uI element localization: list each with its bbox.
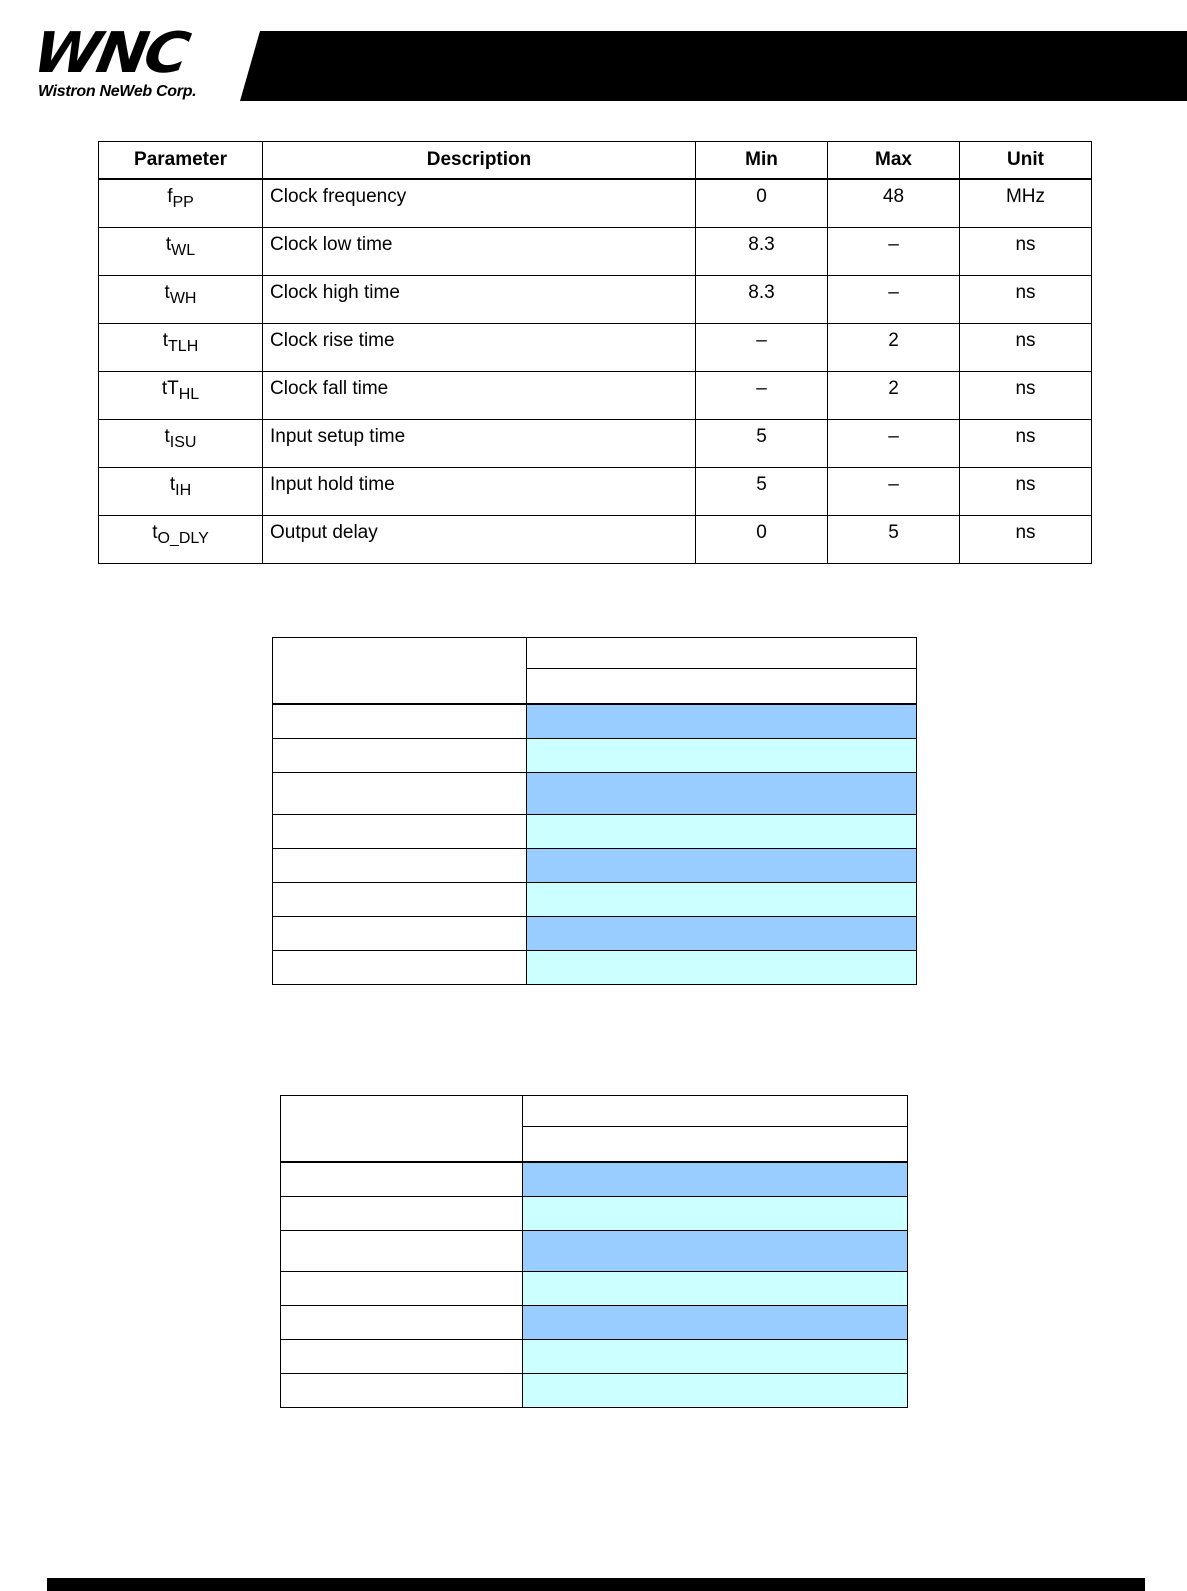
table-row (99, 420, 1092, 468)
table-row (273, 815, 917, 849)
col-header-unit: Unit (960, 142, 1092, 180)
description-cell: Clock frequency (263, 179, 696, 228)
unit-cell: ns (960, 228, 1092, 276)
label-cell (281, 1197, 523, 1231)
value-cell (523, 1340, 908, 1374)
param-cell: $t_{WL}$ (99, 228, 263, 276)
table-row (99, 179, 1092, 228)
min-cell: 0 (696, 516, 828, 564)
max-cell: – (828, 468, 960, 516)
min-cell: – (696, 372, 828, 420)
label-cell (281, 1162, 523, 1197)
param-cell: $t_{WH}$ (99, 276, 263, 324)
col-header-parameter: Parameter (99, 142, 263, 180)
table-row (281, 1374, 908, 1408)
label-cell (273, 704, 527, 739)
company-name: Wistron NeWeb Corp. (38, 83, 197, 100)
label-cell (281, 1374, 523, 1408)
value-cell (527, 704, 917, 739)
value-cell (527, 951, 917, 985)
table-row (281, 1197, 908, 1231)
header-cell (527, 669, 917, 704)
param-cell: $t_{TLH}$ (99, 324, 263, 372)
min-cell: – (696, 324, 828, 372)
value-cell (523, 1231, 908, 1272)
label-cell (273, 917, 527, 951)
table-row (273, 951, 917, 985)
min-cell: 5 (696, 468, 828, 516)
table-header-row (273, 638, 917, 669)
table-row (273, 849, 917, 883)
table-header-row (99, 142, 1092, 180)
header-cell (523, 1127, 908, 1162)
description-cell: Input hold time (263, 468, 696, 516)
unit-cell: MHz (960, 179, 1092, 228)
header-cell (281, 1096, 523, 1162)
max-cell: – (828, 276, 960, 324)
param-cell: $f_{PP}$ (99, 179, 263, 228)
table-row (99, 228, 1092, 276)
description-cell: Clock high time (263, 276, 696, 324)
unit-cell: ns (960, 420, 1092, 468)
label-cell (281, 1272, 523, 1306)
blank-color-table-2 (280, 1095, 908, 1408)
max-cell: 5 (828, 516, 960, 564)
table-row (99, 516, 1092, 564)
table-row (281, 1340, 908, 1374)
value-cell (527, 815, 917, 849)
col-header-max: Max (828, 142, 960, 180)
value-cell (527, 773, 917, 815)
label-cell (273, 773, 527, 815)
unit-cell: ns (960, 276, 1092, 324)
description-cell: Input setup time (263, 420, 696, 468)
header-bar (240, 31, 1187, 101)
blank-color-table-1 (272, 637, 917, 985)
unit-cell: ns (960, 516, 1092, 564)
param-cell: $tT_{HL}$ (99, 372, 263, 420)
header-cell (523, 1096, 908, 1127)
label-cell (273, 739, 527, 773)
max-cell: 2 (828, 324, 960, 372)
value-cell (527, 883, 917, 917)
value-cell (527, 849, 917, 883)
table-row (99, 276, 1092, 324)
label-cell (273, 883, 527, 917)
unit-cell: ns (960, 324, 1092, 372)
table-row (273, 917, 917, 951)
table-row (273, 704, 917, 739)
col-header-min: Min (696, 142, 828, 180)
description-cell: Clock fall time (263, 372, 696, 420)
max-cell: 48 (828, 179, 960, 228)
max-cell: 2 (828, 372, 960, 420)
table-row (273, 739, 917, 773)
min-cell: 5 (696, 420, 828, 468)
label-cell (273, 951, 527, 985)
table-row (281, 1272, 908, 1306)
footer-bar (47, 1578, 1145, 1591)
table-header-row (281, 1096, 908, 1127)
value-cell (523, 1162, 908, 1197)
param-cell: $t_{ISU}$ (99, 420, 263, 468)
description-cell: Output delay (263, 516, 696, 564)
unit-cell: ns (960, 372, 1092, 420)
header-bar-shape (240, 31, 1187, 101)
table-row (273, 883, 917, 917)
param-cell: $t_{O\_DLY}$ (99, 516, 263, 564)
label-cell (273, 815, 527, 849)
value-cell (523, 1272, 908, 1306)
min-cell: 8.3 (696, 228, 828, 276)
label-cell (273, 849, 527, 883)
logo-mark: WNC (28, 21, 192, 86)
header-cell (527, 638, 917, 669)
description-cell: Clock low time (263, 228, 696, 276)
unit-cell: ns (960, 468, 1092, 516)
value-cell (527, 739, 917, 773)
label-cell (281, 1340, 523, 1374)
table-row (281, 1306, 908, 1340)
label-cell (281, 1306, 523, 1340)
table-row (99, 372, 1092, 420)
table-row (281, 1162, 908, 1197)
max-cell: – (828, 420, 960, 468)
table-row (99, 324, 1092, 372)
value-cell (523, 1374, 908, 1408)
max-cell: – (828, 228, 960, 276)
table-row (99, 468, 1092, 516)
value-cell (523, 1197, 908, 1231)
col-header-description: Description (263, 142, 696, 180)
value-cell (523, 1306, 908, 1340)
param-cell: $t_{IH}$ (99, 468, 263, 516)
description-cell: Clock rise time (263, 324, 696, 372)
table-row (273, 773, 917, 815)
min-cell: 0 (696, 179, 828, 228)
wnc-logo (28, 21, 238, 102)
min-cell: 8.3 (696, 276, 828, 324)
value-cell (527, 917, 917, 951)
table-row (281, 1231, 908, 1272)
header-cell (273, 638, 527, 704)
label-cell (281, 1231, 523, 1272)
sdio-timing-table (98, 141, 1092, 564)
